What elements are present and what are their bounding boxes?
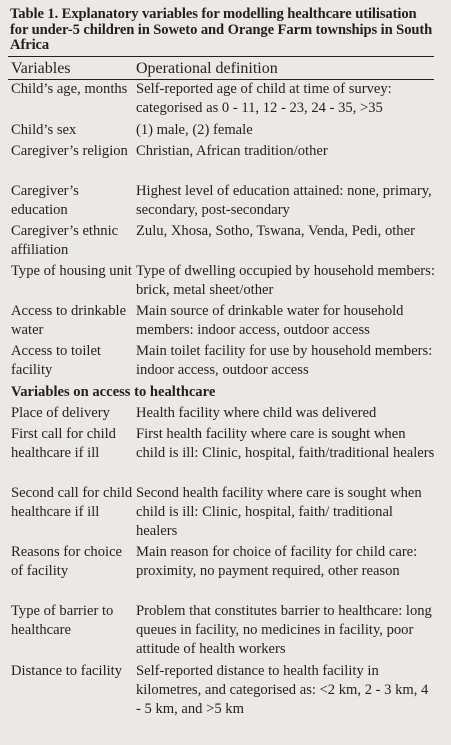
header-operational-definition: Operational definition <box>136 60 278 77</box>
variable-cell: Place of delivery <box>11 405 110 421</box>
definition-cell: Problem that constitutes barrier to healthcare: long queues in facility, no medicines in facility, poor attitude of health workers <box>136 603 432 658</box>
variable-cell: Child’s age, months <box>11 81 128 97</box>
table-caption: Table 1. Explanatory variables for modelling healthcare utilisation for under-5 children in Soweto and Orange Farm townships in South Africa <box>10 6 433 53</box>
variable-cell: First call for child healthcare if ill <box>11 426 116 462</box>
definition-cell: Self-reported distance to health facility in kilometres, and categorised as: <2 km, 2 - 3 km, 4 - 5 km, and >5 km <box>136 663 429 718</box>
table-body <box>0 80 451 722</box>
definition-cell: Type of dwelling occupied by household members: brick, metal sheet/other <box>136 263 435 299</box>
definition-cell: Second health facility where care is sought when child is ill: Clinic, hospital, faith/ traditional healers <box>136 485 422 540</box>
variable-cell: Caregiver’s religion <box>11 143 128 159</box>
top-rule <box>8 56 434 57</box>
definition-cell: Highest level of education attained: none, primary, secondary, post-secondary <box>136 183 432 219</box>
table-row <box>0 404 451 425</box>
variable-cell: Type of housing unit <box>11 263 132 279</box>
table-row <box>0 302 451 342</box>
definition-cell: Zulu, Xhosa, Sotho, Tswana, Venda, Pedi, other <box>136 223 415 239</box>
variable-cell: Caregiver’s ethnic affiliation <box>11 223 119 259</box>
table-row <box>0 662 451 722</box>
definition-cell: (1) male, (2) female <box>136 122 253 138</box>
variable-cell: Second call for child healthcare if ill <box>11 485 133 521</box>
definition-cell: Health facility where child was delivered <box>136 405 377 421</box>
variable-cell: Distance to facility <box>11 663 123 679</box>
table-row <box>0 222 451 262</box>
header-variables: Variables <box>11 60 71 77</box>
table-row <box>0 142 451 182</box>
definition-cell: Main reason for choice of facility for child care: proximity, no payment required, other reason <box>136 544 418 580</box>
variable-cell: Access to drinkable water <box>11 303 127 339</box>
variable-cell: Caregiver’s education <box>11 183 79 219</box>
definition-cell: First health facility where care is sought when child is ill: Clinic, hospital, faith/traditional healers <box>136 426 435 462</box>
table-row <box>0 182 451 222</box>
variable-cell: Child’s sex <box>11 122 77 138</box>
definition-cell: Main source of drinkable water for household members: indoor access, outdoor access <box>136 303 404 339</box>
section-heading: Variables on access to healthcare <box>11 384 216 400</box>
variable-cell: Access to toilet facility <box>11 343 101 379</box>
table-row <box>0 262 451 302</box>
definition-cell: Christian, African tradition/other <box>136 143 328 159</box>
table-row <box>0 342 451 382</box>
variable-cell: Reasons for choice of facility <box>11 544 123 580</box>
table-row <box>0 543 451 602</box>
definition-cell: Main toilet facility for use by household members: indoor access, outdoor access <box>136 343 433 379</box>
table-row <box>0 602 451 662</box>
definition-cell: Self-reported age of child at time of survey: categorised as 0 - 11, 12 - 23, 24 - 35, >35 <box>136 81 392 117</box>
variable-cell: Type of barrier to healthcare <box>11 603 114 639</box>
table-row <box>0 425 451 484</box>
table-row <box>0 80 451 121</box>
table-row <box>0 484 451 543</box>
table-row <box>0 121 451 142</box>
